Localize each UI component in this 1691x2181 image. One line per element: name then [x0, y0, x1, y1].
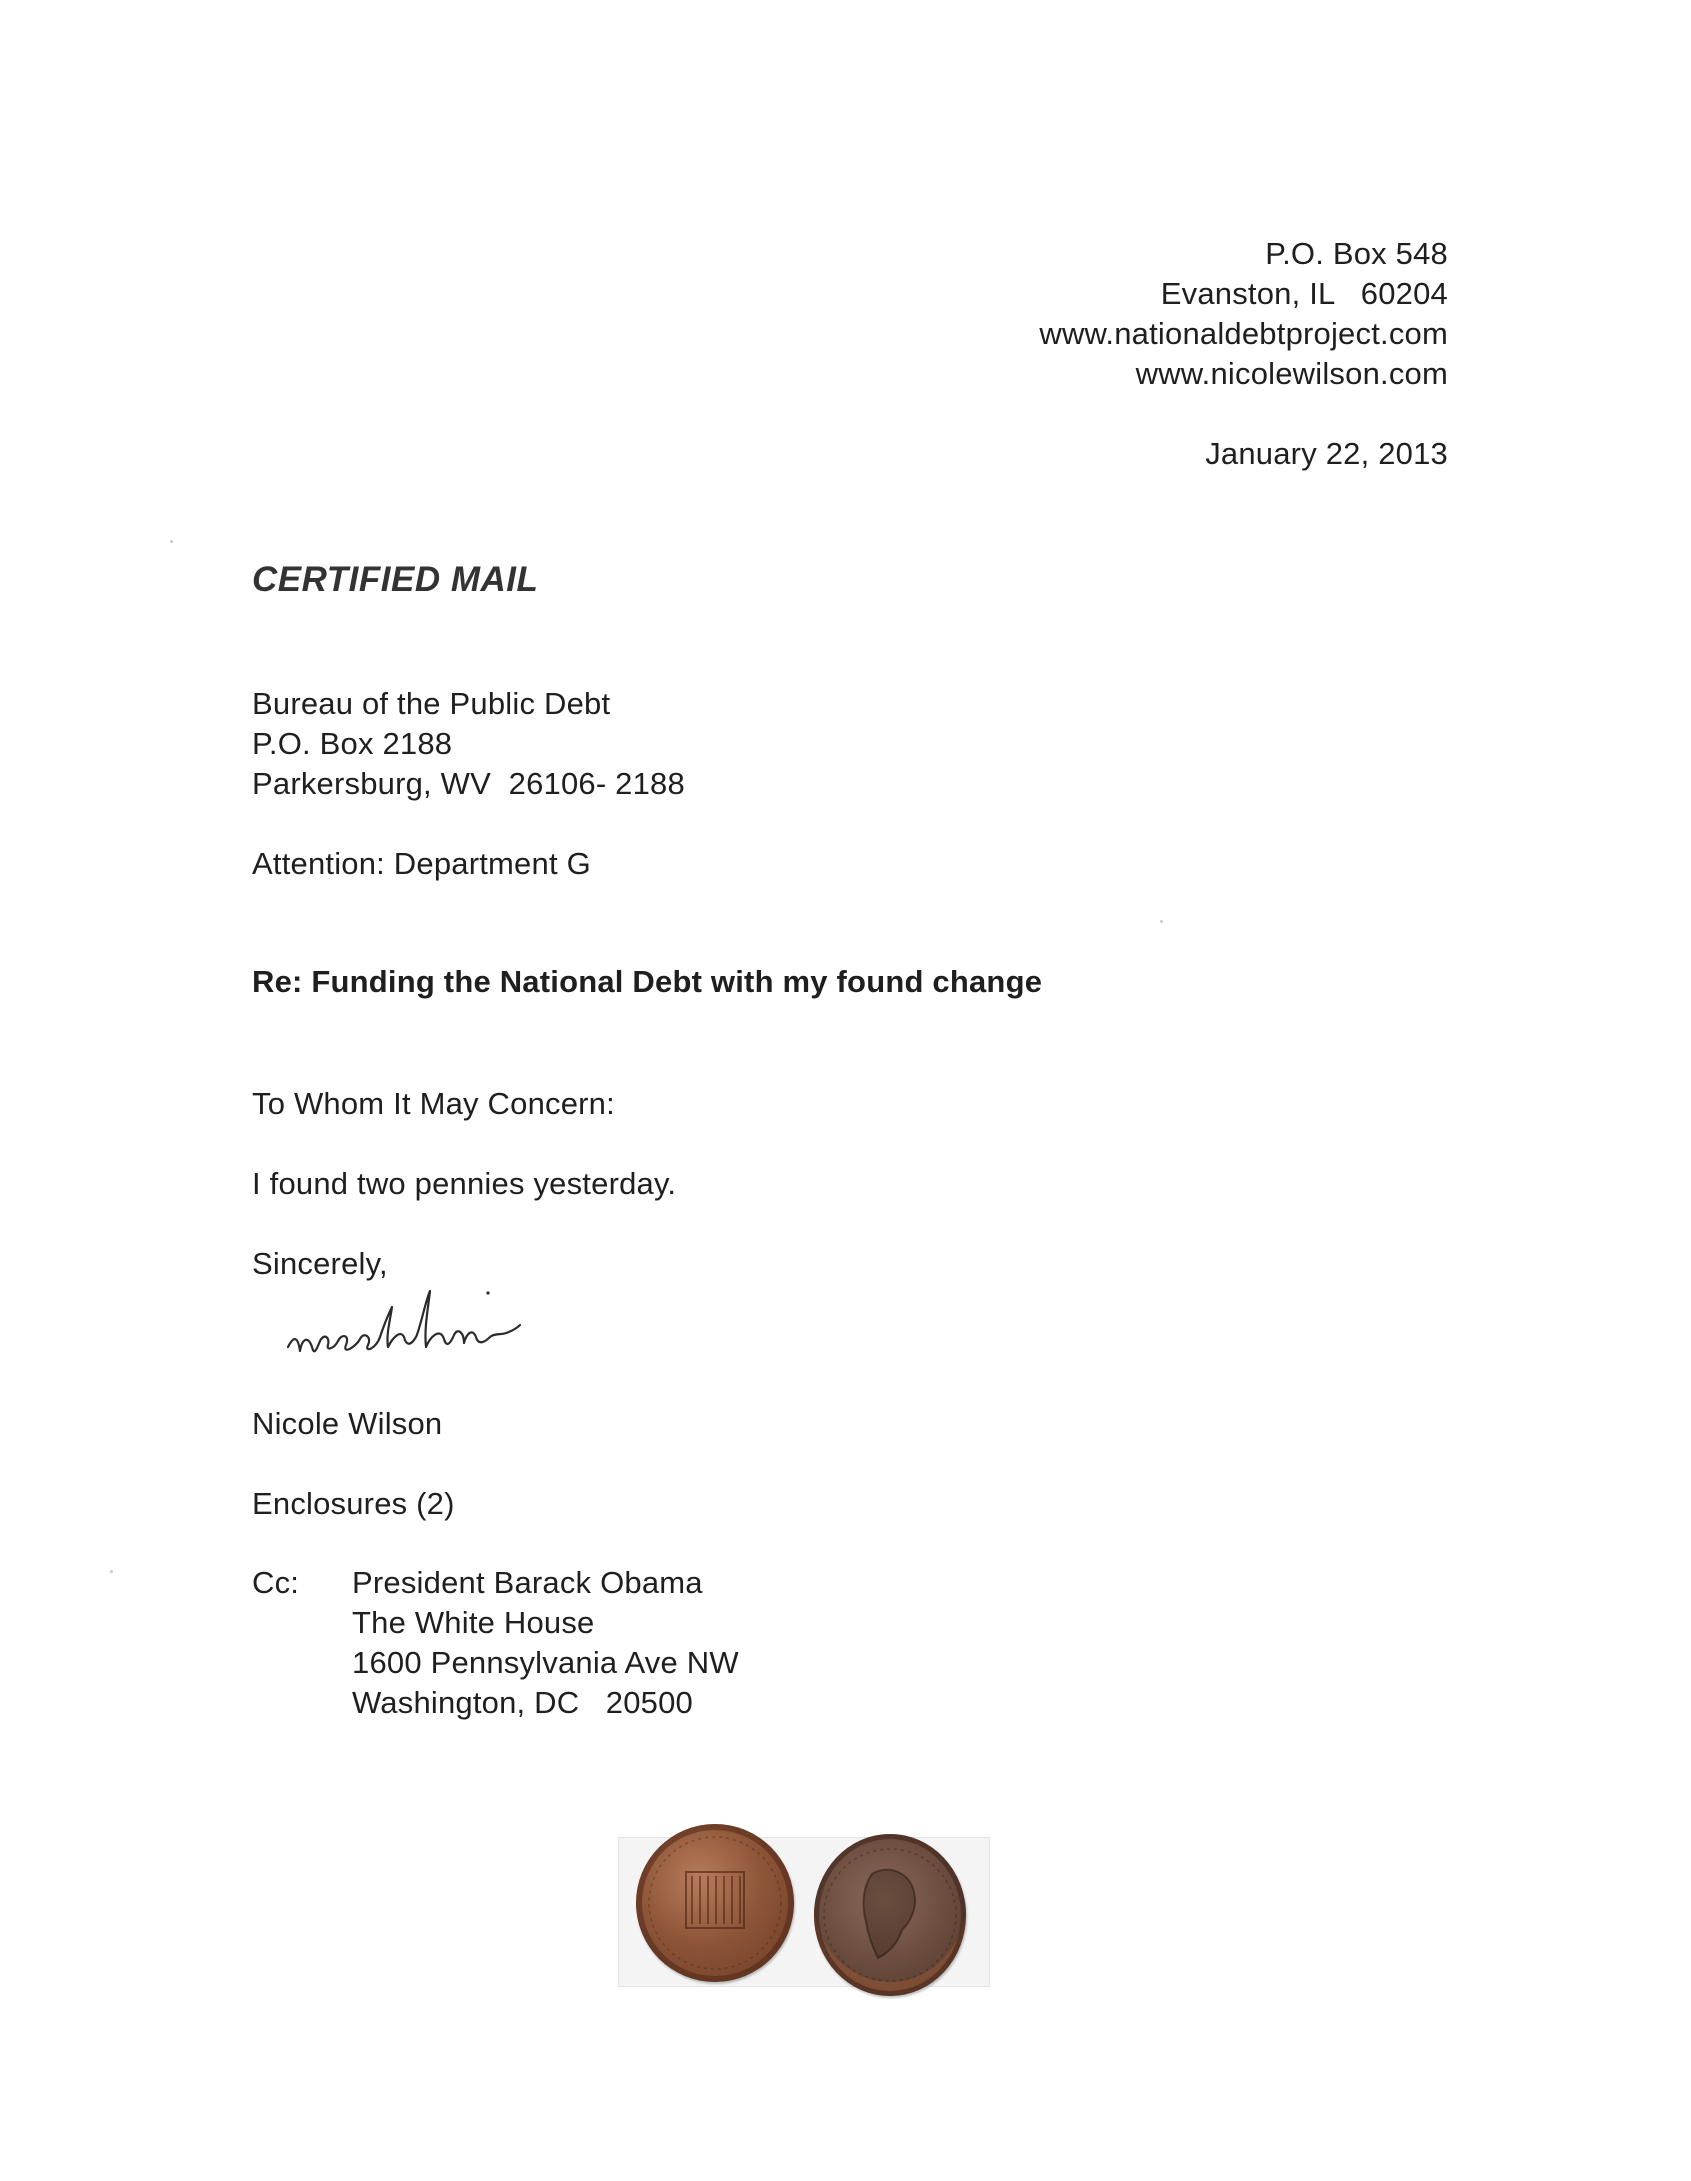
signature-icon — [280, 1285, 640, 1380]
delivery-method: CERTIFIED MAIL — [252, 560, 539, 599]
sender-website-link: www.nicolewilson.com — [1135, 356, 1448, 391]
recipient-name: Bureau of the Public Debt — [252, 686, 611, 721]
enclosed-coins — [618, 1812, 990, 2008]
lincoln-memorial-icon — [636, 1824, 794, 1982]
sender-city-state-zip: Evanston, IL 60204 — [1160, 276, 1448, 311]
penny-reverse-icon — [636, 1824, 794, 1982]
sender-address — [1039, 234, 1448, 394]
subject-line: Re: Funding the National Debt with my found change — [252, 964, 1043, 999]
scan-speck — [110, 1570, 113, 1573]
lincoln-profile-icon — [814, 1834, 966, 1996]
cc-name: President Barack Obama — [352, 1565, 703, 1600]
sender-po-box: P.O. Box 548 — [1265, 236, 1448, 271]
sender-website-link: www.nationaldebtproject.com — [1039, 316, 1448, 351]
recipient-po-box: P.O. Box 2188 — [252, 726, 453, 761]
cc-label: Cc: — [252, 1565, 300, 1600]
scan-speck — [1160, 920, 1163, 923]
penny-obverse-icon — [814, 1834, 966, 1996]
recipient-address — [252, 684, 685, 804]
recipient-city-state-zip: Parkersburg, WV 26106- 2188 — [252, 766, 685, 801]
cc-address — [352, 1563, 739, 1723]
letter-body: I found two pennies yesterday. — [252, 1166, 677, 1201]
letter-date: January 22, 2013 — [1205, 436, 1448, 471]
salutation: To Whom It May Concern: — [252, 1086, 615, 1121]
scan-speck — [170, 540, 173, 543]
cc-address-line: The White House — [352, 1605, 595, 1640]
closing: Sincerely, — [252, 1246, 388, 1281]
enclosures-note: Enclosures (2) — [252, 1486, 455, 1521]
attention-line: Attention: Department G — [252, 846, 591, 881]
cc-address-line: 1600 Pennsylvania Ave NW — [352, 1645, 739, 1680]
signer-name: Nicole Wilson — [252, 1406, 443, 1441]
cc-city-state-zip: Washington, DC 20500 — [352, 1685, 693, 1720]
